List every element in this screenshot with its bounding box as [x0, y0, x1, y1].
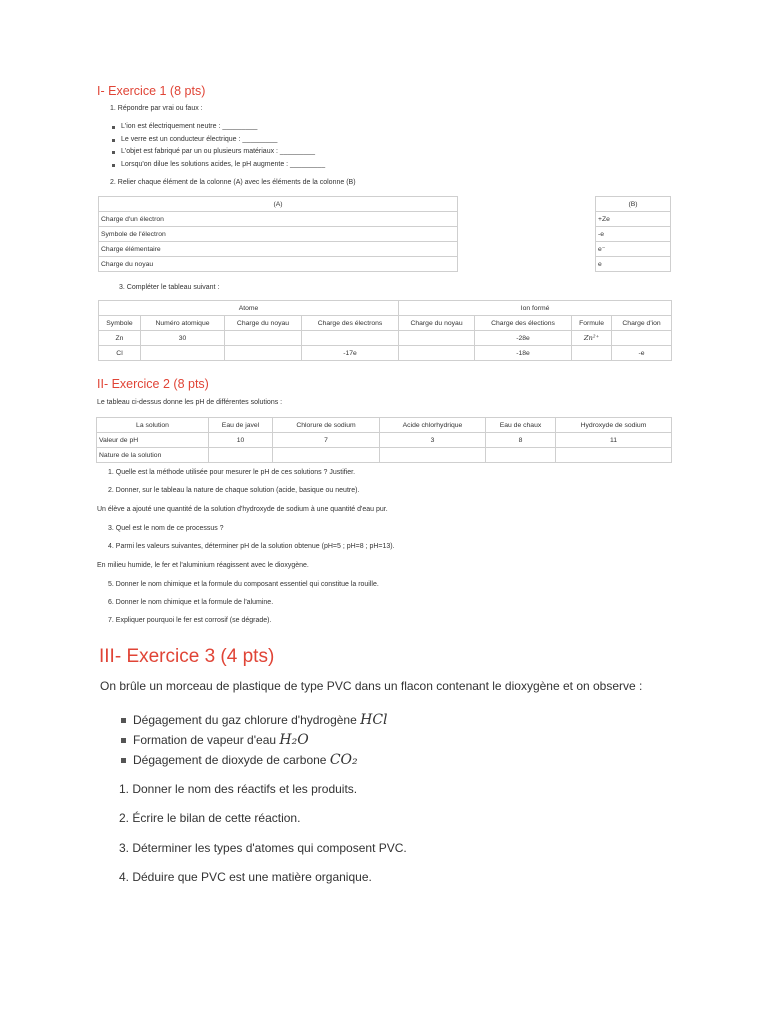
ex3-question-4: 4. Déduire que PVC est une matière organique.: [119, 870, 372, 884]
list-item: Dégagement du gaz chlorure d'hydrogène HCl: [119, 710, 519, 730]
table-cell: [225, 346, 302, 361]
table-cell: Symbole de l'électron: [99, 227, 458, 242]
exercise-2-title: II- Exercice 2 (8 pts): [97, 377, 209, 391]
ph-table: [96, 417, 672, 463]
column-header: La solution: [97, 418, 209, 433]
question-2: 2. Relier chaque élément de la colonne (A) avec les éléments de la colonne (B): [110, 179, 356, 186]
exercise-3-title: III- Exercice 3 (4 pts): [99, 646, 275, 667]
table-cell: [572, 346, 612, 361]
table-column-b: [595, 196, 671, 272]
formula-co2: CO₂: [329, 752, 358, 768]
ex2-question-3: 3. Quel est le nom de ce processus ?: [108, 525, 224, 532]
table-header: (B): [596, 197, 671, 212]
table-row: [99, 331, 672, 346]
true-false-list: [111, 123, 511, 173]
list-item: Formation de vapeur d'eau H₂O: [119, 730, 519, 750]
atom-ion-table: [98, 300, 672, 361]
column-header: Hydroxyde de sodium: [556, 418, 672, 433]
column-header: Charge d'ion: [612, 316, 672, 331]
column-header: Symbole: [99, 316, 141, 331]
list-item: Le verre est un conducteur électrique : _________: [111, 136, 511, 149]
table-cell: [380, 448, 486, 463]
column-header: Chlorure de sodium: [273, 418, 380, 433]
table-cell: [141, 346, 225, 361]
table-cell: Zn: [99, 331, 141, 346]
table-cell: -17e: [302, 346, 399, 361]
question-1: 1. Répondre par vrai ou faux :: [110, 105, 203, 112]
table-cell: -e: [596, 227, 671, 242]
column-header: Eau de chaux: [486, 418, 556, 433]
ex2-context: Un élève a ajouté une quantité de la solution d'hydroxyde de sodium à une quantité d'eau pur.: [97, 506, 388, 513]
table-cell: -18e: [475, 346, 572, 361]
table-cell: e: [596, 257, 671, 272]
table-cell: [399, 346, 475, 361]
question-3: 3. Compléter le tableau suivant :: [119, 284, 220, 291]
column-header: Charge des élections: [475, 316, 572, 331]
column-header: Numéro atomique: [141, 316, 225, 331]
column-header: Charge du noyau: [225, 316, 302, 331]
table-cell: [302, 331, 399, 346]
table-column-a: [98, 196, 458, 272]
ex2-question-4: 4. Parmi les valeurs suivantes, déterminer pH de la solution obtenue (pH=5 ; pH=8 ; pH=13).: [108, 543, 395, 550]
list-item: Dégagement de dioxyde de carbone CO₂: [119, 750, 519, 770]
table-cell: [399, 331, 475, 346]
table-cell: -28e: [475, 331, 572, 346]
table-cell: 10: [209, 433, 273, 448]
column-header: Charge du noyau: [399, 316, 475, 331]
observation-list: [119, 710, 519, 770]
exercise-1-title: I- Exercice 1 (8 pts): [97, 84, 206, 98]
formula-h2o: H₂O: [279, 732, 309, 748]
list-item: Lorsqu'on dilue les solutions acides, le pH augmente : _________: [111, 161, 511, 174]
table-cell: 8: [486, 433, 556, 448]
exercise-2-intro: Le tableau ci-dessus donne les pH de différentes solutions :: [97, 399, 283, 406]
table-cell: 30: [141, 331, 225, 346]
ex3-question-3: 3. Déterminer les types d'atomes qui composent PVC.: [119, 841, 407, 855]
table-cell: 7: [273, 433, 380, 448]
ex2-question-6: 6. Donner le nom chimique et la formule de l'alumine.: [108, 599, 274, 606]
table-cell: -e: [612, 346, 672, 361]
column-header: Eau de javel: [209, 418, 273, 433]
table-cell: Charge d'un électron: [99, 212, 458, 227]
list-item: L'ion est électriquement neutre : _________: [111, 123, 511, 136]
table-cell: Cl: [99, 346, 141, 361]
table-row: [97, 433, 672, 448]
formula-hcl: HCl: [360, 712, 388, 728]
table-row: [99, 346, 672, 361]
table-cell: [225, 331, 302, 346]
table-row: [97, 448, 672, 463]
table-cell: 3: [380, 433, 486, 448]
exercise-3-intro: On brûle un morceau de plastique de type PVC dans un flacon contenant le dioxygène et on observe :: [100, 679, 643, 693]
column-header: Acide chlorhydrique: [380, 418, 486, 433]
ex3-question-1: 1. Donner le nom des réactifs et les produits.: [119, 782, 358, 796]
table-cell: Zn²⁺: [572, 331, 612, 346]
ex3-question-2: 2. Écrire le bilan de cette réaction.: [119, 811, 301, 825]
column-header: Charge des électrons: [302, 316, 399, 331]
table-cell: [556, 448, 672, 463]
ex2-question-7: 7. Expliquer pourquoi le fer est corrosif (se dégrade).: [108, 617, 272, 624]
table-cell: 11: [556, 433, 672, 448]
table-cell: [273, 448, 380, 463]
table-header: (A): [99, 197, 458, 212]
table-cell: Charge élémentaire: [99, 242, 458, 257]
table-cell: e⁻: [596, 242, 671, 257]
table-cell: [612, 331, 672, 346]
ex2-question-1: 1. Quelle est la méthode utilisée pour mesurer le pH de ces solutions ? Justifier.: [108, 469, 356, 476]
group-header-atome: Atome: [99, 301, 399, 316]
table-cell: Charge du noyau: [99, 257, 458, 272]
table-cell: [486, 448, 556, 463]
table-cell: [209, 448, 273, 463]
table-cell: Nature de la solution: [97, 448, 209, 463]
ex2-question-2: 2. Donner, sur le tableau la nature de chaque solution (acide, basique ou neutre).: [108, 487, 360, 494]
group-header-ion: Ion formé: [399, 301, 672, 316]
ex2-context-2: En milieu humide, le fer et l'aluminium réagissent avec le dioxygène.: [97, 562, 309, 569]
list-item: L'objet est fabriqué par un ou plusieurs matériaux : _________: [111, 148, 511, 161]
table-cell: +Ze: [596, 212, 671, 227]
column-header: Formule: [572, 316, 612, 331]
ex2-question-5: 5. Donner le nom chimique et la formule du composant essentiel qui constitue la rouille.: [108, 581, 379, 588]
table-cell: Valeur de pH: [97, 433, 209, 448]
